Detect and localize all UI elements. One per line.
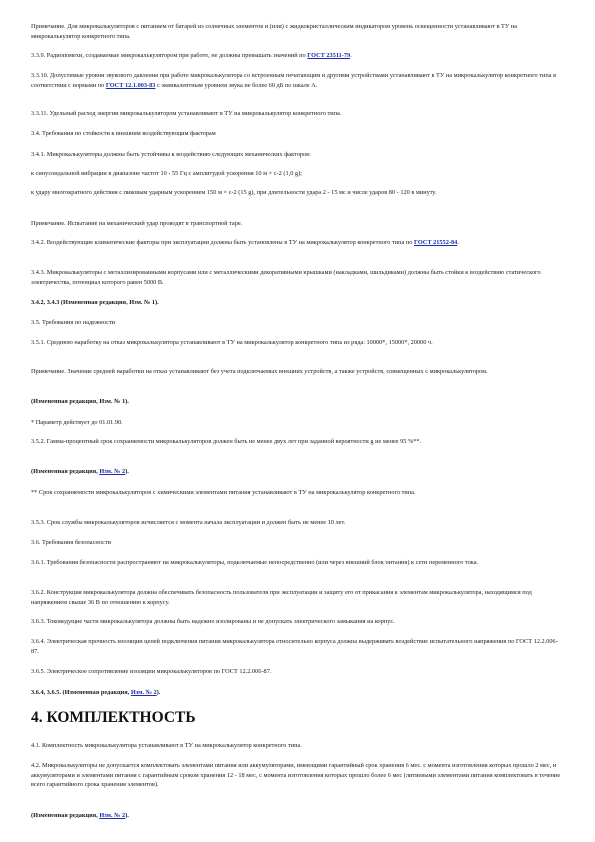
clause-3-6-5 xyxy=(31,667,564,677)
paragraph-text: 3.3.10. Допустимые уровни звукового давления при работе микрокалькулятора со встроенным печатающим и другими устройствами устанавливают в ТУ на микрокалькулятор конкретного типа в соответствии с нормами по xyxy=(31,72,557,89)
section-3-4-title xyxy=(31,129,564,139)
paragraph-text: Примечание. Испытание на механический удар проводят в транспортной таре. xyxy=(31,220,243,227)
paragraph-text: 3.6.5. Электрическое сопротивление изоляции микрокалькуляторов по ГОСТ 12.2.006-87. xyxy=(31,668,272,675)
paragraph-text: ). xyxy=(125,468,129,475)
shock-requirement xyxy=(31,188,564,198)
clause-3-3-11 xyxy=(31,109,564,119)
note-mtbf xyxy=(31,367,564,377)
section-3-5-title xyxy=(31,318,564,328)
clause-3-5-2 xyxy=(31,437,564,447)
clause-3-3-9 xyxy=(31,51,564,61)
paragraph-text: 3.4.3. Микрокалькуляторы с металлизированными корпусами или с металлическими декоративными крышками (накладками, шильдиками) должны быть стойки к воздействию статического электричества, потенциал которого равен 5000 В. xyxy=(31,269,541,286)
clause-3-6-4 xyxy=(31,637,564,656)
paragraph-text: Примечание. Значение средней наработки на отказ устанавливают без учета подключаемых внешних устройств, а также устройств, совмещенных с микрокалькулятором. xyxy=(31,368,488,375)
clause-3-6-2 xyxy=(31,588,564,607)
paragraph-text: Примечание. Для микрокалькуляторов с питанием от батарей из солнечных элементов и (или) с жидкокристаллическим индикатором уровень освещенности устанавливают в ТУ на микрокалькулятор конкретного типа. xyxy=(31,23,518,40)
footnote xyxy=(31,488,564,498)
clause-4-1 xyxy=(31,741,564,751)
amendment-link[interactable]: Изм. № 2 xyxy=(99,812,126,819)
paragraph-text: . xyxy=(457,239,459,246)
clause-3-4-3 xyxy=(31,268,564,287)
note-illumination xyxy=(31,22,564,41)
clause-3-4-1 xyxy=(31,150,564,160)
amendment-note xyxy=(31,467,564,477)
paragraph-text: 3.6.3. Токоведущие части микрокалькулятора должны быть надежно изолированы и не допускать электрического замыкания на корпус. xyxy=(31,618,395,625)
paragraph-text: 3.6.2. Конструкция микрокалькулятора должна обеспечивать безопасность пользователя при эксплуатации и защиту его от прикасания к элементам микрокалькулятора, находящимся под напряжением свыше 36 В по отношению к корпусу. xyxy=(31,589,532,606)
paragraph-text: 3.5.2. Гамма-процентный срок сохраняемости микрокалькуляторов должен быть не менее двух лет при заданной вероятности g не менее 95 %**. xyxy=(31,438,422,445)
paragraph-text: ). xyxy=(156,689,161,696)
clause-3-6-1 xyxy=(31,558,564,568)
section-3-6-title xyxy=(31,538,564,548)
amendment-note xyxy=(31,811,564,821)
paragraph-text: 3.3.11. Удельный расход энергии микрокалькулятором устанавливают в ТУ на микрокалькулятор конкретного типа. xyxy=(31,110,342,117)
paragraph-text: ** Срок сохраняемости микрокалькуляторов с химическими элементами питания устанавливают в ТУ на микрокалькулятор конкретного типа. xyxy=(31,489,416,496)
paragraph-text: (Измененная редакция, Изм. № 1). xyxy=(31,398,129,405)
section-4-heading: 4. КОМПЛЕКТНОСТЬ xyxy=(31,709,196,726)
amendment-note xyxy=(31,298,564,308)
paragraph-text: 4.2. Микрокалькуляторы не допускается комплектовать элементами питания или аккумуляторами, имеющими гарантийный срок хранения 6 мес. с момента изготовления которых прошло 2 мес, и аккумуляторами и элементами питания с гарантийным сроком хранения 12 - 18 мес, с момента изготовления которых прошло более 6 мес (литиевыми элементами питания комплектовать в течение всего гарантийного срока хранения элементов). xyxy=(31,762,561,789)
paragraph-text: 3.3.9. Радиопомехи, создаваемые микрокалькулятором при работе, не должны превышать значений по xyxy=(31,52,308,59)
paragraph-text: (Измененная редакция, xyxy=(31,468,100,475)
paragraph-text: с эквивалентным уровнем звука не более 60 дБ по шкале А. xyxy=(155,81,318,89)
paragraph-text: (Измененная редакция, xyxy=(31,812,100,819)
paragraph-text: к синусоидальной вибрации в диапазоне частот 10 - 55 Гц с амплитудой ускорения 10 м × с-2 (1,0 g); xyxy=(31,170,302,177)
clause-3-4-2 xyxy=(31,238,564,248)
clause-3-5-3 xyxy=(31,518,564,528)
clause-3-6-3 xyxy=(31,617,564,627)
paragraph-text: 3.6.4. Электрическая прочность изоляции цепей подключения питания микрокалькулятора относительно корпуса должна выдерживать воздействие испытательного напряжения по ГОСТ 12.2.006-87. xyxy=(31,638,558,655)
paragraph-text: к удару многократного действия с пиковым ударным ускорением 150 м × с-2 (15 g), при длительности удара 2 - 15 мс и числе ударов 80 - 120 в минуту. xyxy=(31,189,437,196)
vibration-requirement xyxy=(31,169,564,179)
footnote xyxy=(31,418,564,428)
amendment-note xyxy=(31,397,564,407)
paragraph-text: 3.5.3. Срок службы микрокалькуляторов исчисляется с момента начала эксплуатации и должен быть не менее 10 лет. xyxy=(31,519,346,526)
gost-link[interactable]: ГОСТ 12.1.003-83 xyxy=(105,81,156,89)
paragraph-text: 3.6. Требования безопасности xyxy=(31,539,111,546)
paragraph-text: 3.4. Требования по стойкости к внешним воздействующим факторам xyxy=(31,130,216,137)
clause-4-2 xyxy=(31,761,564,790)
clause-3-3-10 xyxy=(31,71,564,90)
note-shock-test xyxy=(31,219,564,229)
paragraph-text: ). xyxy=(125,812,129,819)
paragraph-text: * Параметр действует до 01.01.90. xyxy=(31,419,123,426)
amendment-link[interactable]: Изм. № 2 xyxy=(99,468,126,475)
paragraph-text: 3.6.1. Требования безопасности распространяют на микрокалькуляторы, подключаемые непосредственно (или через внешний блок питания) к сети переменного тока. xyxy=(31,559,479,566)
paragraph-text: 3.6.4, 3.6.5. (Измененная редакция, xyxy=(31,689,131,696)
paragraph-text: 3.4.2. Воздействующие климатические факторы при эксплуатации должны быть установлены в ТУ на микрокалькулятор конкретного типа по xyxy=(31,239,414,246)
paragraph-text: 3.5. Требования по надежности xyxy=(31,319,116,326)
paragraph-text: 3.5.1. Среднюю наработку на отказ микрокалькулятора устанавливают в ТУ на микрокалькулятор конкретного типа из ряда: 10000*, 15000*, 20000 ч. xyxy=(31,339,433,346)
paragraph-text: . xyxy=(350,52,352,59)
paragraph-text: 3.4.2, 3.4.3 (Измененная редакция, Изм. № 1). xyxy=(31,299,159,306)
clause-3-5-1 xyxy=(31,338,564,348)
gost-link[interactable]: ГОСТ 21552-84 xyxy=(413,239,458,246)
paragraph-text: 3.4.1. Микрокалькуляторы должны быть устойчивы к воздействию следующих механических факторов: xyxy=(31,151,311,158)
amendment-link[interactable]: Изм. № 2 xyxy=(130,689,157,696)
gost-link[interactable]: ГОСТ 23511-79 xyxy=(307,52,351,59)
amendment-note xyxy=(31,688,564,698)
paragraph-text: 4.1. Комплектность микрокалькулятора устанавливают в ТУ на микрокалькулятор конкретного типа. xyxy=(31,742,302,749)
